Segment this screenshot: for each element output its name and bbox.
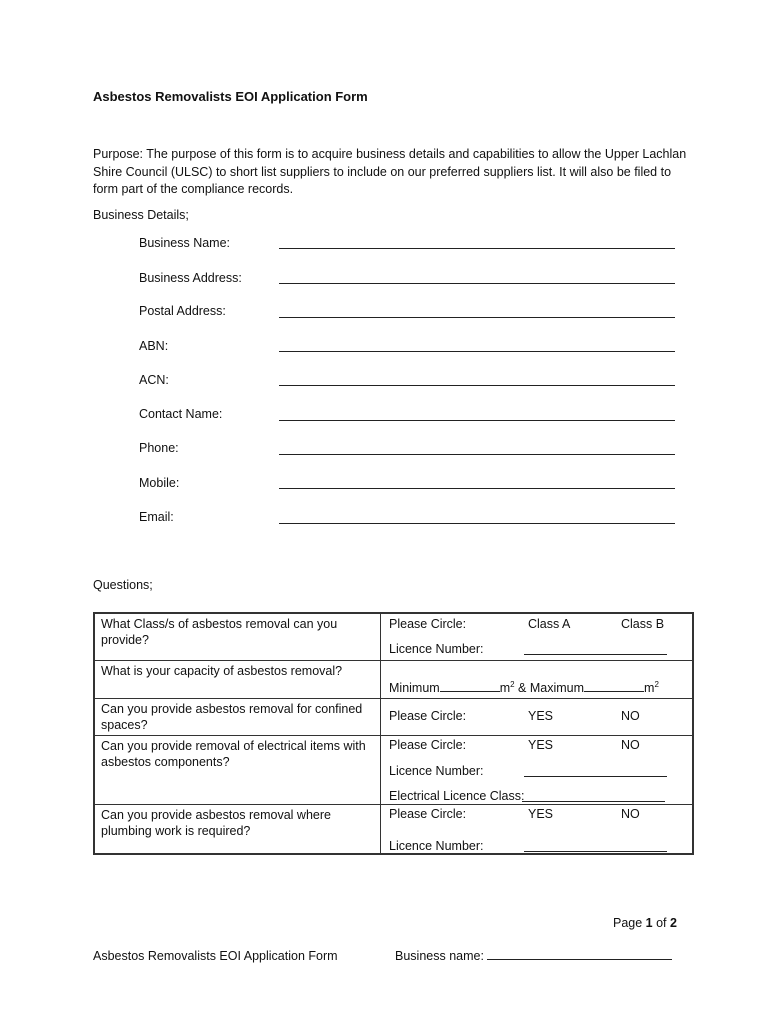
no-option[interactable]: NO [621, 737, 640, 752]
answer-cell [381, 698, 694, 735]
answer-cell [381, 804, 694, 854]
please-circle-label: Please Circle: [389, 617, 467, 631]
question-text: Can you provide asbestos removal where plumbing work is required? [101, 807, 331, 838]
question-cell [94, 660, 381, 698]
table-row [94, 613, 693, 660]
maximum-label: & Maximum [514, 680, 585, 695]
table-row [94, 804, 693, 854]
page-of: of [652, 916, 670, 930]
footer-form-title: Asbestos Removalists EOI Application Form [93, 949, 338, 963]
footer-business-name [395, 949, 672, 963]
page-prefix: Page [613, 916, 646, 930]
question-text: Can you provide removal of electrical items with asbestos components? [101, 738, 366, 769]
unit-label: m [499, 680, 511, 695]
question-text: Can you provide asbestos removal for confined spaces? [101, 701, 363, 732]
question-cell [94, 735, 381, 804]
business-address-field[interactable] [279, 283, 675, 284]
licence-number-field[interactable] [524, 841, 667, 852]
table-row [94, 698, 693, 735]
contact-name-field[interactable] [279, 420, 675, 421]
please-circle-label: Please Circle: [389, 737, 467, 752]
electrical-licence-class-label: Electrical Licence Class: [389, 788, 525, 803]
business-name-label: Business Name: [139, 236, 231, 250]
class-b-option[interactable]: Class B [621, 617, 665, 631]
postal-address-label: Postal Address: [139, 304, 226, 318]
no-option[interactable]: NO [621, 708, 640, 723]
question-cell [94, 804, 381, 854]
no-option[interactable]: NO [621, 806, 640, 821]
yes-option[interactable]: YES [528, 708, 554, 723]
questions-heading: Questions; [93, 578, 153, 592]
purpose-paragraph: Purpose: The purpose of this form is to acquire business details and capabilities to allow the Upper Lachlan Shire Council (ULSC) to short list suppliers to include on our preferred suppliers list. It will also be filed to form part of the compliance records. [93, 147, 687, 196]
questions-table [93, 612, 694, 855]
unit-exponent: 2 [654, 679, 659, 689]
phone-label: Phone: [139, 441, 179, 455]
answer-cell [381, 660, 694, 698]
question-cell [94, 613, 381, 660]
yes-option[interactable]: YES [528, 737, 554, 752]
postal-address-field[interactable] [279, 317, 675, 318]
email-label: Email: [139, 510, 174, 524]
email-field[interactable] [279, 523, 675, 524]
licence-number-label: Licence Number: [389, 642, 484, 656]
class-a-option[interactable]: Class A [528, 617, 571, 631]
electrical-licence-class-field[interactable] [522, 791, 665, 802]
answer-cell [381, 613, 694, 660]
licence-number-label: Licence Number: [389, 838, 484, 853]
abn-label: ABN: [139, 339, 169, 353]
form-title: Asbestos Removalists EOI Application Form [93, 89, 368, 104]
please-circle-label: Please Circle: [389, 806, 467, 821]
phone-field[interactable] [279, 454, 675, 455]
unit-label: m [644, 680, 655, 695]
licence-number-field[interactable] [524, 766, 667, 777]
capacity-line [389, 680, 659, 695]
maximum-field[interactable] [584, 681, 644, 692]
footer-business-name-label: Business name: [395, 949, 488, 963]
contact-name-label: Contact Name: [139, 407, 223, 421]
page-total: 2 [670, 916, 677, 930]
yes-option[interactable]: YES [528, 806, 554, 821]
please-circle-label: Please Circle: [389, 708, 467, 723]
minimum-label: Minimum [389, 680, 440, 695]
mobile-field[interactable] [279, 488, 675, 489]
question-cell [94, 698, 381, 735]
business-details-heading: Business Details; [93, 208, 189, 222]
answer-cell [381, 735, 694, 804]
abn-field[interactable] [279, 351, 675, 352]
unit-exponent: 2 [510, 679, 515, 689]
business-name-field[interactable] [279, 248, 675, 249]
mobile-label: Mobile: [139, 476, 180, 490]
question-text: What is your capacity of asbestos removal? [101, 663, 343, 678]
licence-number-label: Licence Number: [389, 763, 484, 778]
business-address-label: Business Address: [139, 271, 242, 285]
acn-label: ACN: [139, 373, 169, 387]
acn-field[interactable] [279, 385, 675, 386]
page-number [613, 916, 677, 930]
question-text: What Class/s of asbestos removal can you provide? [101, 617, 338, 647]
footer-business-name-field[interactable] [487, 949, 672, 960]
minimum-field[interactable] [440, 681, 500, 692]
page-current: 1 [645, 916, 653, 930]
licence-number-field[interactable] [524, 644, 667, 655]
table-row [94, 735, 693, 804]
table-row [94, 660, 693, 698]
